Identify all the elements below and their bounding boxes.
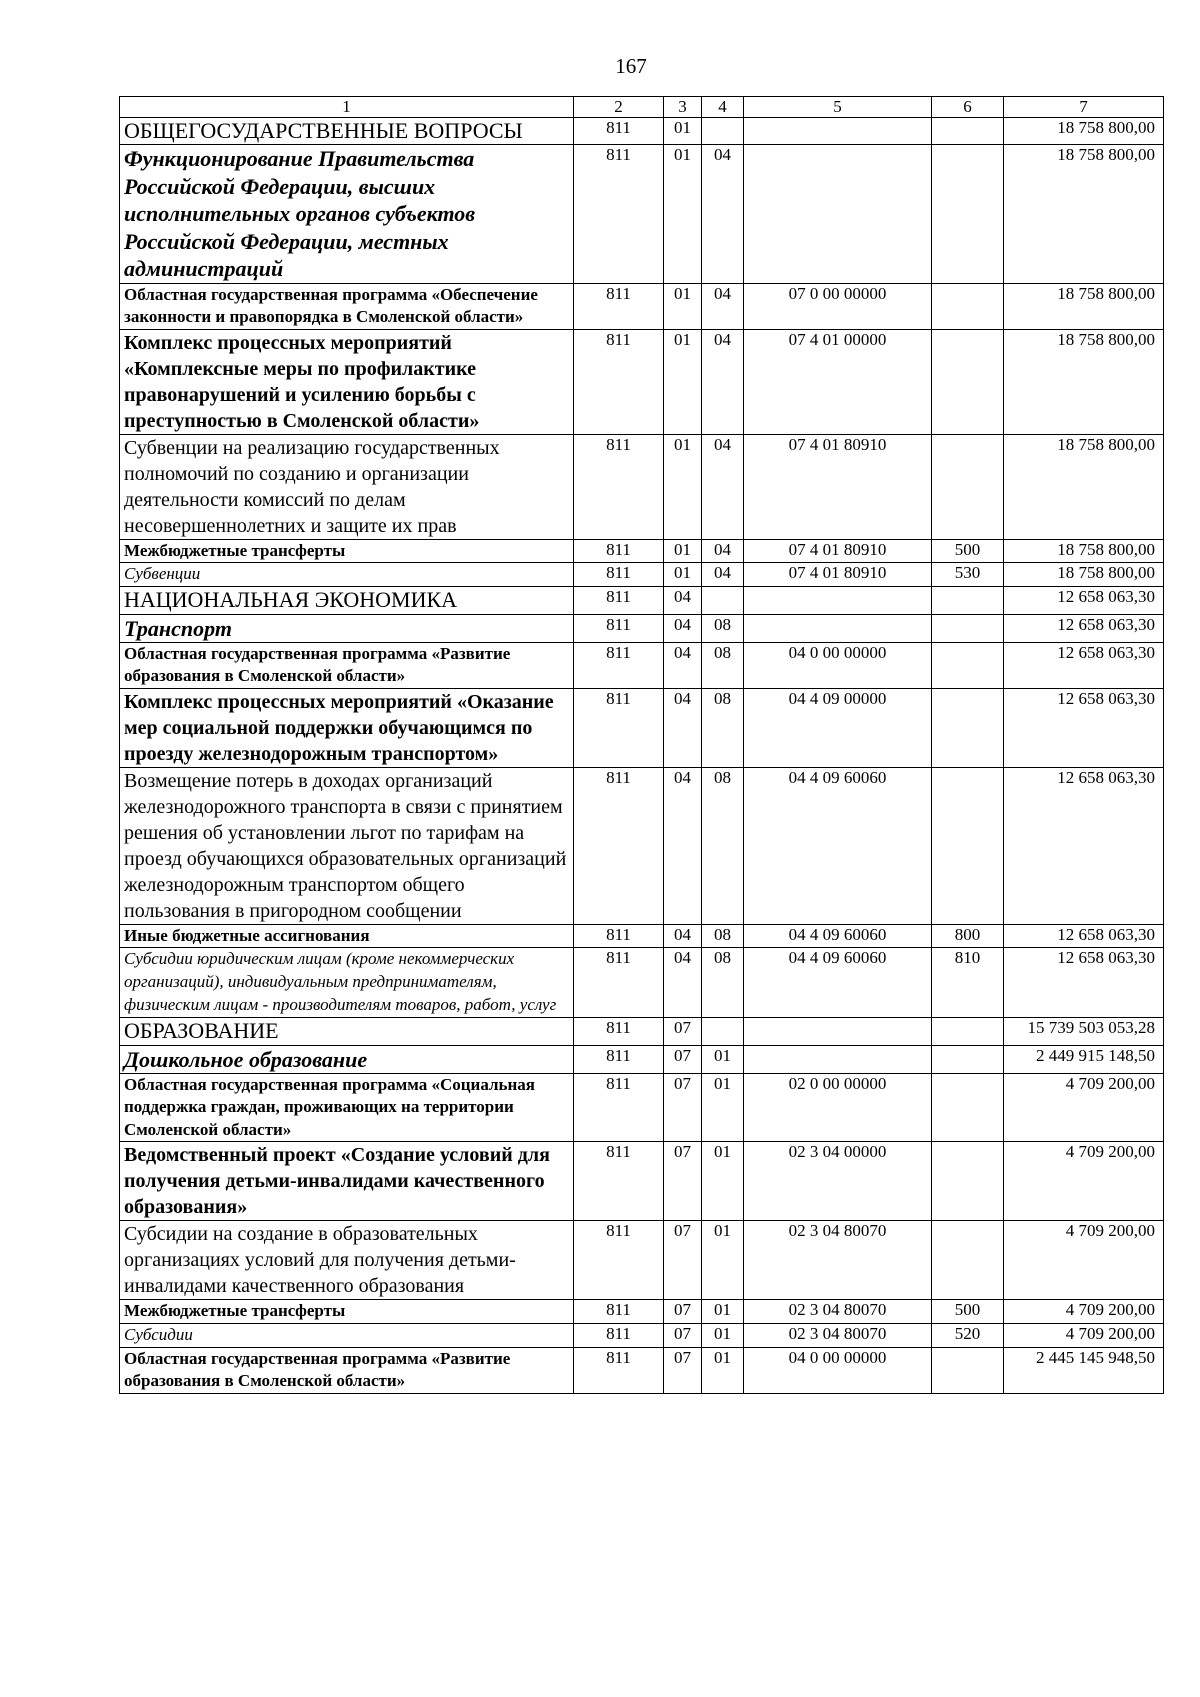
row-amount: 15 739 503 053,28 [1004,1018,1164,1045]
row-section-code: 04 [664,643,702,689]
row-expense-type [932,283,1004,329]
row-amount: 18 758 800,00 [1004,563,1164,587]
row-section-code: 07 [664,1074,702,1142]
row-target-article [744,587,932,614]
row-section-code: 01 [664,118,702,145]
row-ministry-code: 811 [574,1221,664,1300]
row-target-article [744,145,932,284]
row-section-code: 01 [664,539,702,562]
row-ministry-code: 811 [574,1300,664,1323]
row-ministry-code: 811 [574,924,664,947]
row-expense-type: 810 [932,948,1004,1018]
table-row [120,1347,1164,1393]
row-section-code: 01 [664,563,702,587]
row-expense-type [932,614,1004,643]
row-amount: 18 758 800,00 [1004,145,1164,284]
row-name: Комплекс процессных мероприятий «Оказание мер социальной поддержки обучающимся по проезду железнодорожным транспортом» [120,688,574,767]
row-subsection-code: 08 [702,688,744,767]
row-ministry-code: 811 [574,643,664,689]
row-amount: 4 709 200,00 [1004,1074,1164,1142]
row-target-article: 04 0 00 00000 [744,1347,932,1393]
row-section-code: 04 [664,948,702,1018]
table-row [120,1074,1164,1142]
row-amount: 2 449 915 148,50 [1004,1045,1164,1074]
row-ministry-code: 811 [574,688,664,767]
row-ministry-code: 811 [574,434,664,539]
row-name: Иные бюджетные ассигнования [120,924,574,947]
page-number: 167 [615,54,647,78]
row-section-code: 07 [664,1142,702,1221]
row-ministry-code: 811 [574,539,664,562]
row-amount: 2 445 145 948,50 [1004,1347,1164,1393]
row-name: Субсидии на создание в образовательных организациях условий для получения детьми-инвалидами качественного образования [120,1221,574,1300]
row-amount: 4 709 200,00 [1004,1323,1164,1347]
row-amount: 4 709 200,00 [1004,1221,1164,1300]
row-amount: 18 758 800,00 [1004,539,1164,562]
row-name: Субвенции [120,563,574,587]
row-target-article: 04 0 00 00000 [744,643,932,689]
row-expense-type [932,145,1004,284]
row-expense-type [932,1347,1004,1393]
row-ministry-code: 811 [574,614,664,643]
row-subsection-code: 01 [702,1045,744,1074]
row-target-article [744,118,932,145]
table-row [120,1045,1164,1074]
row-name: Транспорт [120,614,574,643]
table-row [120,614,1164,643]
table-row [120,539,1164,562]
row-target-article [744,614,932,643]
row-target-article: 04 4 09 60060 [744,767,932,924]
row-name: Областная государственная программа «Социальная поддержка граждан, проживающих на территории Смоленской области» [120,1074,574,1142]
table-row [120,283,1164,329]
row-subsection-code: 08 [702,948,744,1018]
table-row [120,434,1164,539]
row-target-article: 07 4 01 00000 [744,329,932,434]
row-ministry-code: 811 [574,587,664,614]
budget-table [119,96,1164,1394]
row-name: Ведомственный проект «Создание условий для получения детьми-инвалидами качественного образования» [120,1142,574,1221]
row-name: Дошкольное образование [120,1045,574,1074]
row-amount: 18 758 800,00 [1004,434,1164,539]
table-row [120,329,1164,434]
row-section-code: 01 [664,145,702,284]
table-row [120,924,1164,947]
table-row [120,1142,1164,1221]
row-section-code: 07 [664,1221,702,1300]
row-target-article: 07 4 01 80910 [744,563,932,587]
row-section-code: 07 [664,1018,702,1045]
row-amount: 12 658 063,30 [1004,767,1164,924]
row-ministry-code: 811 [574,948,664,1018]
row-expense-type [932,1045,1004,1074]
row-name: Субсидии юридическим лицам (кроме некоммерческих организаций), индивидуальным предпринимателям, физическим лицам - производителям товаров, работ, услуг [120,948,574,1018]
table-row [120,587,1164,614]
row-expense-type [932,767,1004,924]
row-name: Комплекс процессных мероприятий «Комплексные меры по профилактике правонарушений и усилению борьбы с преступностью в Смоленской области» [120,329,574,434]
row-section-code: 07 [664,1347,702,1393]
row-name: Субсидии [120,1323,574,1347]
row-subsection-code: 04 [702,434,744,539]
row-subsection-code: 08 [702,614,744,643]
row-ministry-code: 811 [574,1074,664,1142]
row-subsection-code: 04 [702,563,744,587]
row-amount: 12 658 063,30 [1004,614,1164,643]
row-amount: 18 758 800,00 [1004,118,1164,145]
row-section-code: 01 [664,434,702,539]
row-subsection-code [702,587,744,614]
row-target-article: 02 3 04 80070 [744,1300,932,1323]
row-expense-type: 500 [932,539,1004,562]
row-amount: 12 658 063,30 [1004,587,1164,614]
header-col-4: 4 [702,97,744,118]
row-target-article: 04 4 09 60060 [744,948,932,1018]
row-section-code: 04 [664,924,702,947]
table-row [120,118,1164,145]
row-name: Межбюджетные трансферты [120,1300,574,1323]
row-amount: 12 658 063,30 [1004,688,1164,767]
row-ministry-code: 811 [574,1142,664,1221]
row-target-article [744,1045,932,1074]
row-expense-type [932,434,1004,539]
row-subsection-code: 04 [702,283,744,329]
row-name: Межбюджетные трансферты [120,539,574,562]
row-target-article: 02 0 00 00000 [744,1074,932,1142]
row-target-article: 07 4 01 80910 [744,539,932,562]
table-row [120,1323,1164,1347]
row-name: НАЦИОНАЛЬНАЯ ЭКОНОМИКА [120,587,574,614]
header-col-2: 2 [574,97,664,118]
row-target-article: 04 4 09 00000 [744,688,932,767]
row-amount: 4 709 200,00 [1004,1142,1164,1221]
row-amount: 18 758 800,00 [1004,329,1164,434]
row-expense-type [932,1018,1004,1045]
header-col-3: 3 [664,97,702,118]
row-ministry-code: 811 [574,767,664,924]
row-expense-type [932,1142,1004,1221]
row-subsection-code: 01 [702,1142,744,1221]
table-header-row [120,97,1164,118]
row-ministry-code: 811 [574,283,664,329]
row-expense-type [932,329,1004,434]
row-expense-type [932,587,1004,614]
row-section-code: 04 [664,614,702,643]
row-subsection-code: 08 [702,924,744,947]
table-row [120,1300,1164,1323]
row-ministry-code: 811 [574,1045,664,1074]
row-target-article: 02 3 04 00000 [744,1142,932,1221]
table-row [120,767,1164,924]
row-amount: 12 658 063,30 [1004,924,1164,947]
row-target-article: 07 0 00 00000 [744,283,932,329]
row-expense-type [932,688,1004,767]
table-row [120,563,1164,587]
row-ministry-code: 811 [574,1323,664,1347]
row-target-article: 02 3 04 80070 [744,1323,932,1347]
row-expense-type: 500 [932,1300,1004,1323]
table-row [120,643,1164,689]
row-subsection-code [702,1018,744,1045]
row-expense-type: 530 [932,563,1004,587]
row-expense-type: 800 [932,924,1004,947]
row-subsection-code: 04 [702,145,744,284]
row-ministry-code: 811 [574,563,664,587]
row-subsection-code: 04 [702,539,744,562]
row-name: Областная государственная программа «Развитие образования в Смоленской области» [120,643,574,689]
row-name: Возмещение потерь в доходах организаций железнодорожного транспорта в связи с принятием решения об установлении льгот по тарифам на проезд обучающихся образовательных организаций железнодорожным транспортом общего пользования в пригородном сообщении [120,767,574,924]
header-col-6: 6 [932,97,1004,118]
row-section-code: 07 [664,1300,702,1323]
row-ministry-code: 811 [574,145,664,284]
table-row [120,948,1164,1018]
row-subsection-code: 01 [702,1323,744,1347]
row-name: Областная государственная программа «Обеспечение законности и правопорядка в Смоленской области» [120,283,574,329]
row-subsection-code: 04 [702,329,744,434]
row-subsection-code: 01 [702,1074,744,1142]
row-section-code: 04 [664,587,702,614]
row-section-code: 04 [664,767,702,924]
row-expense-type [932,1221,1004,1300]
row-ministry-code: 811 [574,118,664,145]
header-col-5: 5 [744,97,932,118]
table-row [120,688,1164,767]
table-row [120,1221,1164,1300]
row-expense-type [932,643,1004,689]
row-name: ОБРАЗОВАНИЕ [120,1018,574,1045]
row-target-article: 04 4 09 60060 [744,924,932,947]
row-amount: 4 709 200,00 [1004,1300,1164,1323]
row-amount: 18 758 800,00 [1004,283,1164,329]
table-row [120,1018,1164,1045]
row-subsection-code: 08 [702,643,744,689]
row-ministry-code: 811 [574,1018,664,1045]
row-name: ОБЩЕГОСУДАРСТВЕННЫЕ ВОПРОСЫ [120,118,574,145]
row-target-article: 02 3 04 80070 [744,1221,932,1300]
row-name: Областная государственная программа «Развитие образования в Смоленской области» [120,1347,574,1393]
row-subsection-code: 01 [702,1300,744,1323]
row-expense-type [932,118,1004,145]
row-expense-type [932,1074,1004,1142]
row-subsection-code [702,118,744,145]
row-subsection-code: 08 [702,767,744,924]
row-expense-type: 520 [932,1323,1004,1347]
row-target-article: 07 4 01 80910 [744,434,932,539]
row-target-article [744,1018,932,1045]
row-section-code: 01 [664,329,702,434]
row-ministry-code: 811 [574,329,664,434]
row-section-code: 07 [664,1045,702,1074]
row-section-code: 01 [664,283,702,329]
table-row [120,145,1164,284]
row-name: Функционирование Правительства Российской Федерации, высших исполнительных органов субъектов Российской Федерации, местных администраций [120,145,574,284]
row-ministry-code: 811 [574,1347,664,1393]
header-col-7: 7 [1004,97,1164,118]
header-col-1: 1 [120,97,574,118]
row-amount: 12 658 063,30 [1004,948,1164,1018]
table-body [120,97,1164,1394]
row-section-code: 04 [664,688,702,767]
row-subsection-code: 01 [702,1347,744,1393]
row-subsection-code: 01 [702,1221,744,1300]
row-name: Субвенции на реализацию государственных полномочий по созданию и организации деятельности комиссий по делам несовершеннолетних и защите их прав [120,434,574,539]
row-amount: 12 658 063,30 [1004,643,1164,689]
row-section-code: 07 [664,1323,702,1347]
